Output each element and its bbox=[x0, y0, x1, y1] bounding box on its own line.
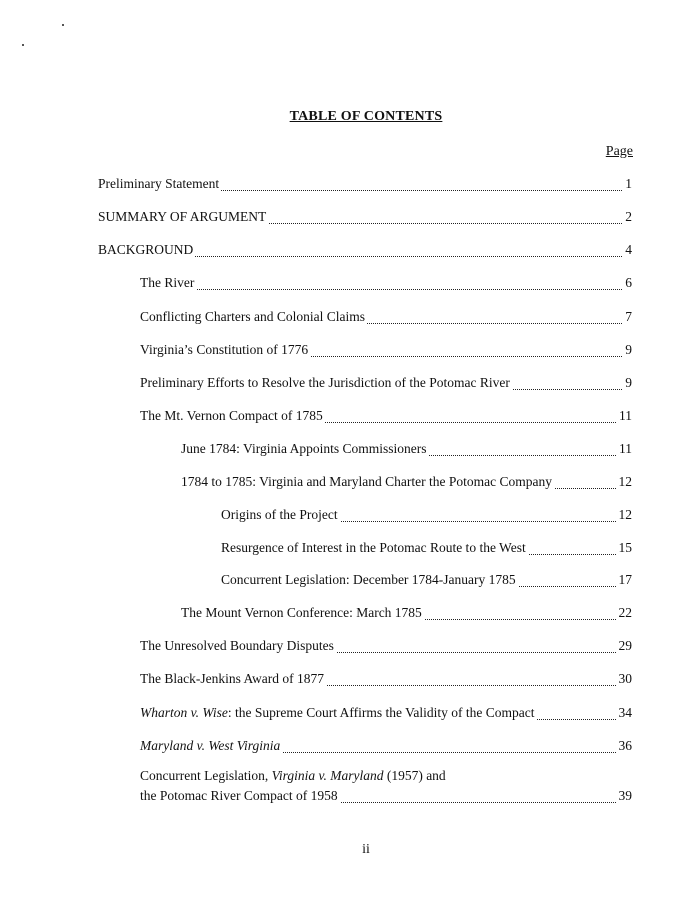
toc-entry-mount-vernon-conference[interactable] bbox=[0, 603, 632, 623]
toc-entry-background[interactable] bbox=[0, 240, 632, 260]
toc-entry-page: 12 bbox=[617, 505, 633, 525]
toc-entry-label: June 1784: Virginia Appoints Commissioners bbox=[181, 439, 428, 459]
toc-entry-page: 17 bbox=[617, 570, 633, 590]
toc-entry-the-river[interactable] bbox=[0, 273, 632, 293]
toc-entry-page: 4 bbox=[623, 240, 632, 260]
toc-entry-preliminary-efforts[interactable] bbox=[0, 373, 632, 393]
toc-entry-label: Concurrent Legislation: December 1784-January 1785 bbox=[221, 570, 518, 590]
toc-entry-label-rest: : the Supreme Court Affirms the Validity of the Compact bbox=[227, 705, 535, 720]
toc-entry-page: 30 bbox=[617, 669, 633, 689]
toc-entry-label: 1784 to 1785: Virginia and Maryland Charter the Potomac Company bbox=[181, 472, 554, 492]
toc-entry-label: the Potomac River Compact of 1958 bbox=[140, 786, 340, 806]
toc-entry-label: Resurgence of Interest in the Potomac Route to the West bbox=[221, 538, 528, 558]
toc-entry-page: 2 bbox=[623, 207, 632, 227]
toc-entry-page: 22 bbox=[617, 603, 633, 623]
toc-entry-label: Virginia’s Constitution of 1776 bbox=[140, 340, 310, 360]
toc-entry-page: 34 bbox=[617, 703, 633, 723]
toc-entry-page: 6 bbox=[623, 273, 632, 293]
toc-entry-preliminary-statement[interactable] bbox=[0, 174, 632, 194]
toc-entry-label: Conflicting Charters and Colonial Claims bbox=[140, 307, 367, 327]
scan-artifacts bbox=[0, 0, 700, 60]
toc-entry-label: The Mt. Vernon Compact of 1785 bbox=[140, 406, 325, 426]
page-number: ii bbox=[362, 842, 370, 857]
toc-entry-resurgence-of-interest[interactable] bbox=[0, 538, 632, 558]
toc-entry-page: 15 bbox=[617, 538, 633, 558]
toc-entry-label: Preliminary Efforts to Resolve the Jurisdiction of the Potomac River bbox=[140, 373, 512, 393]
toc-entry-unresolved-boundary-disputes[interactable] bbox=[0, 636, 632, 656]
toc-entry-label-suffix: (1957) and bbox=[383, 768, 446, 783]
toc-entry-concurrent-legislation-1784[interactable] bbox=[0, 570, 632, 590]
toc-entry-page: 11 bbox=[617, 439, 632, 459]
toc-entry-potomac-river-compact-1958[interactable] bbox=[0, 786, 632, 806]
toc-entry-concurrent-legislation-1957-line1[interactable] bbox=[140, 766, 446, 786]
toc-entry-label: The Black-Jenkins Award of 1877 bbox=[140, 669, 326, 689]
toc-entry-label bbox=[140, 703, 536, 723]
toc-entry-origins-of-project[interactable] bbox=[0, 505, 632, 525]
toc-entry-page: 36 bbox=[617, 736, 633, 756]
toc-entry-june-1784[interactable] bbox=[0, 439, 632, 459]
toc-entry-label bbox=[140, 736, 282, 756]
toc-entry-page: 9 bbox=[623, 340, 632, 360]
case-name: Wharton v. Wise bbox=[140, 705, 228, 720]
toc-entry-label: SUMMARY OF ARGUMENT bbox=[98, 207, 268, 227]
toc-entry-black-jenkins-award[interactable] bbox=[0, 669, 632, 689]
toc-entry-conflicting-charters[interactable] bbox=[0, 307, 632, 327]
toc-entry-label: The River bbox=[140, 273, 196, 293]
toc-entry-potomac-company[interactable] bbox=[0, 472, 632, 492]
case-name: Virginia v. Maryland bbox=[271, 768, 384, 783]
toc-entry-summary-of-argument[interactable] bbox=[0, 207, 632, 227]
toc-entry-page: 29 bbox=[617, 636, 633, 656]
toc-entry-virginia-constitution[interactable] bbox=[0, 340, 632, 360]
toc-entry-maryland-v-west-virginia[interactable] bbox=[0, 736, 632, 756]
toc-entry-label: The Mount Vernon Conference: March 1785 bbox=[181, 603, 424, 623]
toc-entry-label: The Unresolved Boundary Disputes bbox=[140, 636, 336, 656]
toc-entry-label: Origins of the Project bbox=[221, 505, 340, 525]
dot-leader bbox=[140, 288, 632, 290]
toc-entry-page: 12 bbox=[617, 472, 633, 492]
toc-entry-label: BACKGROUND bbox=[98, 240, 195, 260]
toc-entry-wharton-v-wise[interactable] bbox=[0, 703, 632, 723]
toc-entry-mt-vernon-compact[interactable] bbox=[0, 406, 632, 426]
page-column-header: Page bbox=[605, 144, 633, 159]
toc-title: TABLE OF CONTENTS bbox=[289, 109, 443, 124]
toc-entry-page: 39 bbox=[617, 786, 633, 806]
toc-entry-page: 1 bbox=[623, 174, 632, 194]
toc-entry-label-prefix: Concurrent Legislation, bbox=[140, 768, 272, 783]
toc-entry-label: Preliminary Statement bbox=[98, 174, 221, 194]
toc-entry-page: 7 bbox=[623, 307, 632, 327]
toc-entry-page: 11 bbox=[617, 406, 632, 426]
case-name: Maryland v. West Virginia bbox=[140, 738, 281, 753]
toc-entry-page: 9 bbox=[623, 373, 632, 393]
